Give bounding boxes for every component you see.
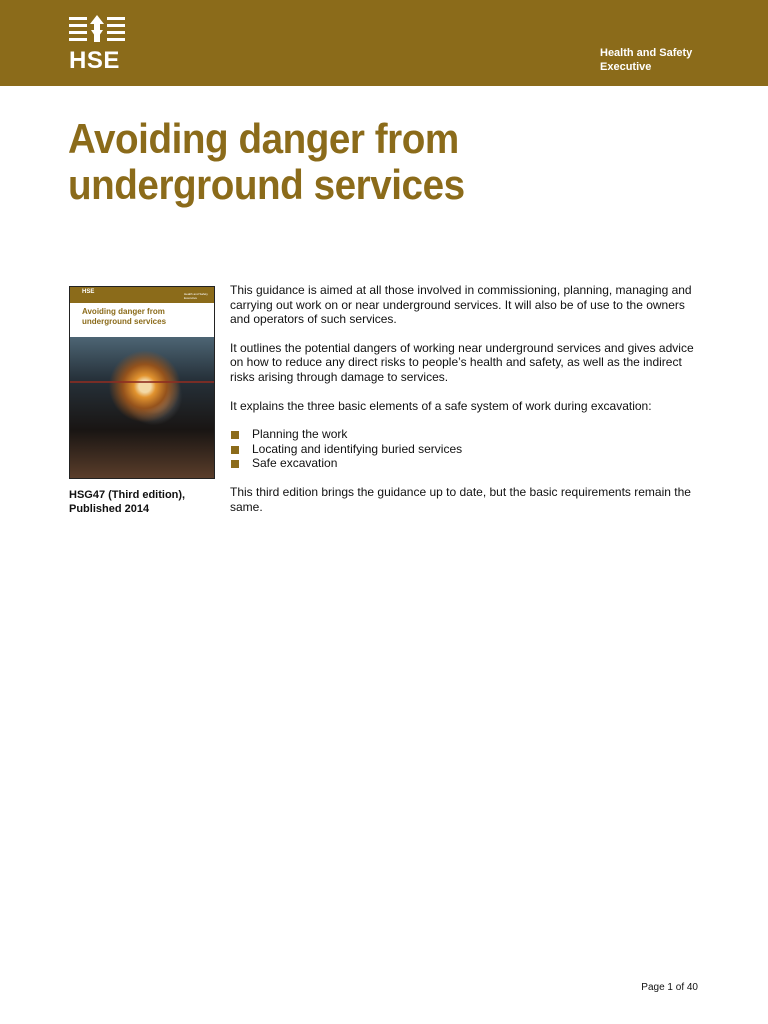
hse-logo-text: HSE [69,47,120,74]
publication-cover [69,286,215,479]
document-title [68,116,657,208]
header-banner [0,0,768,86]
closing-paragraph: This third edition brings the guidance up to date, but the basic requirements remain the same. [230,484,691,514]
page-number: Page 1 of 40 [641,982,698,993]
elements-paragraph: It explains the three basic elements of a safe system of work during excavation: [230,398,652,413]
safe-system-list [230,427,700,471]
organization-name [600,46,720,74]
caption-line: HSG47 (Third edition), [69,489,186,501]
cover-organization: Health and Safety Executive [184,292,208,300]
cover-title [82,307,207,327]
cover-title-line: Avoiding danger from [82,307,165,316]
list-item: Safe excavation [230,456,700,471]
document-body [230,283,700,528]
list-item: Locating and identifying buried services [230,442,700,457]
cover-title-line: underground services [82,317,167,326]
cover-photo [70,337,214,478]
cover-logo: HSE [82,289,95,295]
hse-emblem-icon [68,14,126,50]
hse-logo [68,14,126,72]
cover-photo-fence [70,381,214,383]
organization-line: Executive [600,61,652,73]
list-item: Planning the work [230,427,700,442]
publication-caption [69,488,219,516]
caption-line: Published 2014 [69,503,150,515]
risk-paragraph: It outlines the potential dangers of working near underground services and gives advice on how to reduce any direct risks to people’s health and safety, as well as the indirect risks arising through damage to services. [230,340,694,384]
title-line: underground services [68,161,465,208]
intro-paragraph: This guidance is aimed at all those involved in commissioning, planning, managing and carrying out work on or near underground services. It will also be of use to the owners and operators of such services. [230,283,692,327]
title-line: Avoiding danger from [68,115,459,162]
organization-line: Health and Safety [600,47,693,59]
